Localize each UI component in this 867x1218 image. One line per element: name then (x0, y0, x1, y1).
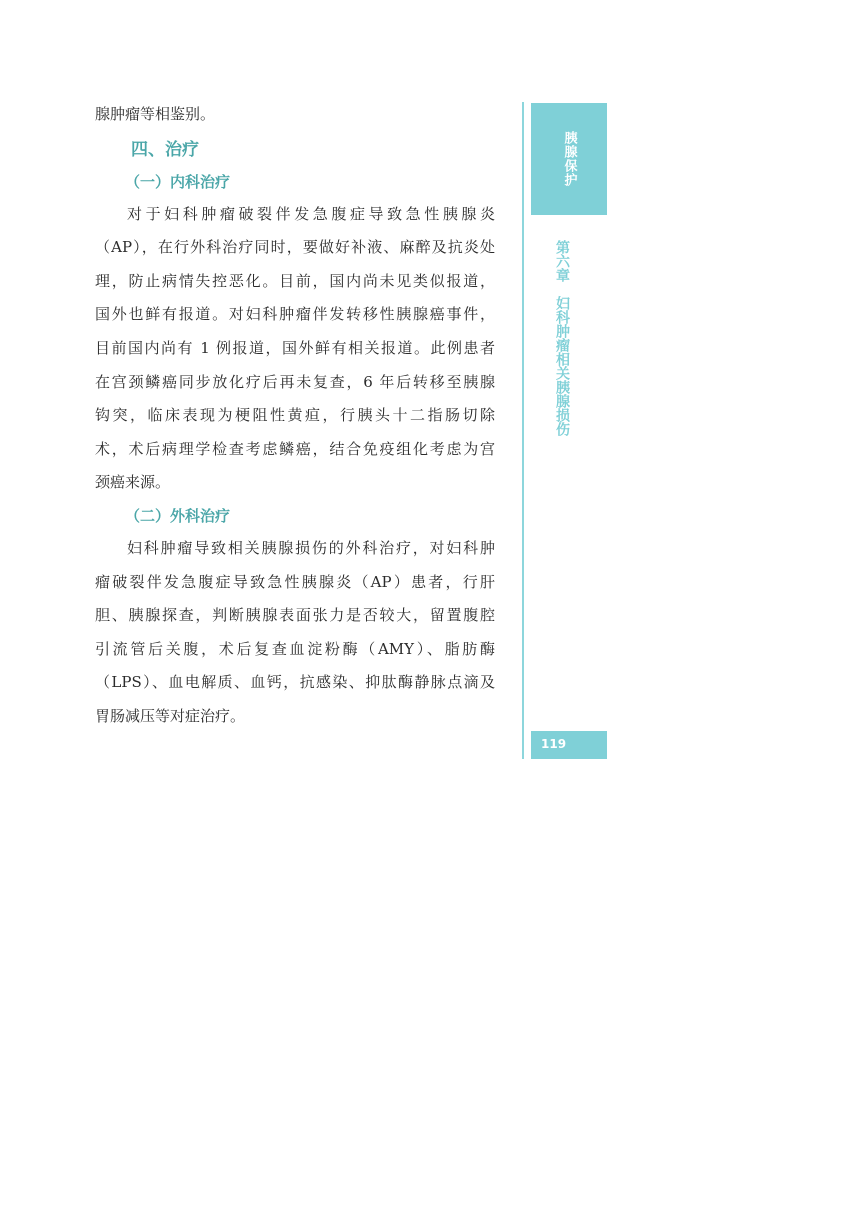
section-heading: 四、治疗 (131, 139, 199, 160)
section-tab (531, 103, 607, 215)
lead-line: 腺肿瘤等相鉴别。 (95, 105, 216, 123)
paragraph-line: 在宫颈鳞癌同步放化疗后再未复查，6 年后转移至胰腺 (95, 372, 495, 391)
chapter-running-head (553, 240, 571, 436)
paragraph-line: 引流管后关腹，术后复查血淀粉酶（AMY）、脂肪酶 (95, 639, 495, 658)
page-number-tab (531, 731, 607, 759)
paragraph-line: 瘤破裂伴发急腹症导致急性胰腺炎（AP）患者，行肝 (95, 572, 495, 591)
chapter-title: 妇科肿瘤相关胰腺损伤 (554, 296, 570, 436)
paragraph-line: （AP），在行外科治疗同时，要做好补液、麻醉及抗炎处 (95, 238, 495, 257)
paragraph-line: 对于妇科肿瘤破裂伴发急腹症导致急性胰腺炎 (127, 204, 495, 223)
paragraph-line: 胃肠减压等对症治疗。 (95, 706, 246, 725)
paragraph-line: 钩突，临床表现为梗阻性黄疸，行胰头十二指肠切除 (95, 406, 495, 425)
paragraph-line: 术，术后病理学检查考虑鳞癌，结合免疫组化考虑为宫 (95, 439, 495, 458)
paragraph-surgical-treatment (95, 532, 495, 734)
main-text (95, 98, 495, 734)
paragraph-line: 目前国内尚有 1 例报道，国外鲜有相关报道。此例患者 (95, 338, 495, 357)
subsection-heading-internal: （一）内科治疗 (125, 172, 231, 191)
paragraph-line: 妇科肿瘤导致相关胰腺损伤的外科治疗，对妇科肿 (127, 538, 495, 557)
page-number: 119 (541, 737, 567, 751)
chapter-number: 第六章 (554, 240, 570, 282)
section-tab-label: 胰腺保护 (561, 131, 577, 187)
vertical-divider (522, 102, 524, 759)
paragraph-line: （LPS）、血电解质、血钙，抗感染、抑肽酶静脉点滴及 (95, 673, 495, 692)
subsection-heading-surgical: （二）外科治疗 (125, 506, 231, 525)
paragraph-line: 理，防止病情失控恶化。目前，国内尚未见类似报道， (95, 271, 495, 290)
paragraph-internal-treatment (95, 198, 495, 500)
paragraph-line: 国外也鲜有报道。对妇科肿瘤伴发转移性胰腺癌事件， (95, 305, 495, 324)
paragraph-line: 胆、胰腺探查，判断胰腺表面张力是否较大，留置腹腔 (95, 606, 495, 625)
paragraph-line: 颈癌来源。 (95, 473, 171, 492)
